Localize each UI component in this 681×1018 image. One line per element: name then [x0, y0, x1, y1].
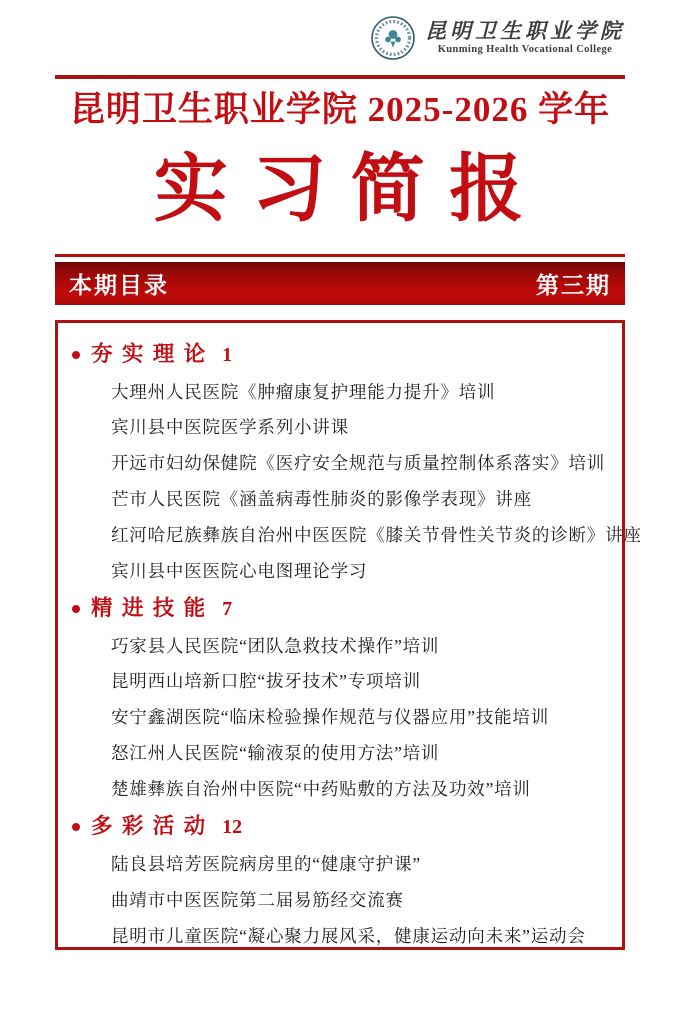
- toc-entry: 开远市妇幼保健院《医疗安全规范与质量控制体系落实》培训: [111, 453, 606, 474]
- toc-entry: 巧家县人民医院“团队急救技术操作”培训: [111, 635, 440, 656]
- toc-entry: 昆明西山培新口腔“拔牙技术”专项培训: [111, 671, 421, 692]
- bullet-icon: [72, 351, 80, 359]
- toc-section-header: [72, 814, 612, 840]
- academic-year-title: 昆明卫生职业学院 2025-2026 学年: [69, 90, 611, 129]
- college-logo-text: [425, 19, 625, 57]
- section-title: 夯 实 理 论: [91, 341, 208, 366]
- bullet-icon: [72, 605, 80, 613]
- header-divider-line: [55, 75, 625, 79]
- toc-entry: 红河哈尼族彝族自治州中医医院《膝关节骨性关节炎的诊断》讲座: [111, 525, 642, 546]
- toc-entry: 大理州人民医院《肿瘤康复护理能力提升》培训: [111, 381, 496, 402]
- section-title: 多 彩 活 动: [91, 813, 208, 838]
- toc-entry: 昆明市儿童医院“凝心聚力展风采，健康运动向未来”运动会: [111, 925, 586, 946]
- college-logo: [55, 12, 625, 64]
- toc-banner-label: 本期目录: [69, 271, 169, 298]
- toc-entry: 安宁鑫湖医院“临床检验操作规范与仪器应用”技能培训: [111, 707, 550, 728]
- college-seal-icon: [370, 15, 416, 61]
- toc-entry: 怒江州人民医院“输液泵的使用方法”培训: [111, 743, 440, 764]
- toc-section-header: [72, 596, 612, 622]
- toc-box: [55, 320, 642, 950]
- section-page-number: 1: [222, 343, 233, 366]
- toc-banner: [55, 262, 625, 305]
- section-title: 精 进 技 能: [91, 595, 208, 620]
- toc-entry: 芒市人民医院《涵盖病毒性肺炎的影像学表现》讲座: [111, 489, 532, 510]
- toc-section-header: [72, 342, 612, 368]
- toc-entry: 宾川县中医院医学系列小讲课: [111, 417, 349, 438]
- toc-entry: 宾川县中医医院心电图理论学习: [111, 560, 368, 581]
- toc-entry: 陆良县培芳医院病房里的“健康守护课”: [111, 853, 421, 874]
- toc-entry: 曲靖市中医医院第二届易筋经交流赛: [111, 889, 404, 910]
- title-divider-line: [55, 254, 625, 257]
- section-page-number: 7: [222, 597, 233, 620]
- toc-entry: 楚雄彝族自治州中医院“中药贴敷的方法及功效”培训: [111, 779, 531, 800]
- section-page-number: 12: [222, 815, 243, 838]
- issue-number-badge: 第三期: [536, 271, 611, 298]
- college-name-en: Kunming Health Vocational College: [437, 44, 613, 56]
- college-name-cn: 昆明卫生职业学院: [425, 19, 625, 44]
- bulletin-main-title: 实 习 简 报: [153, 149, 527, 232]
- bullet-icon: [72, 823, 80, 831]
